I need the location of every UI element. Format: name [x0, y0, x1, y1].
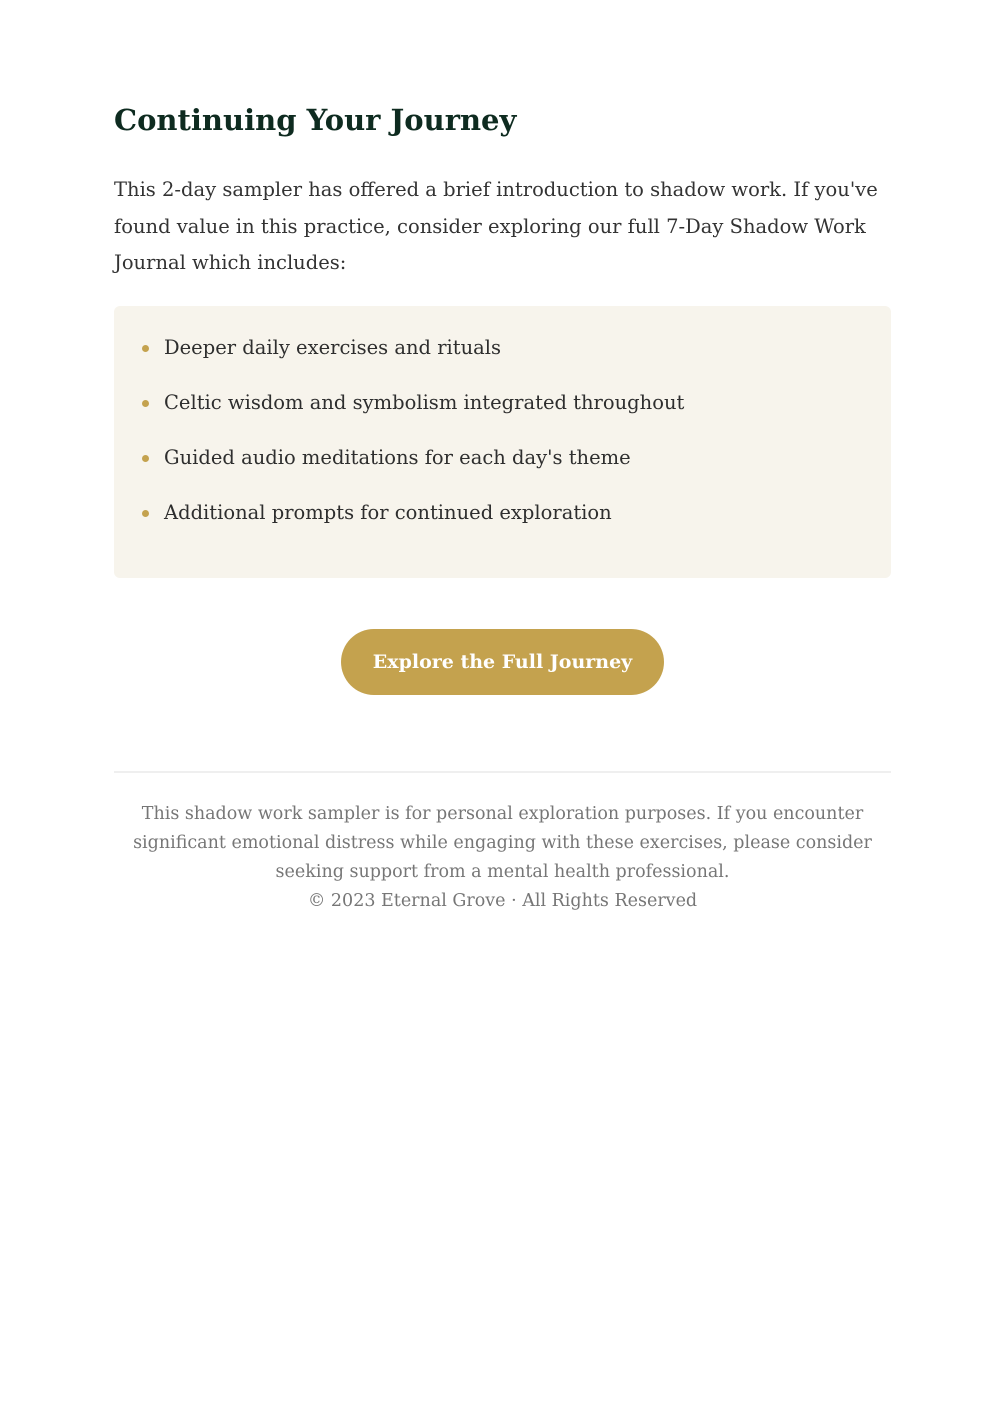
divider	[114, 771, 891, 773]
features-panel	[114, 306, 891, 578]
explore-full-journey-button[interactable]: Explore the Full Journey	[341, 629, 664, 695]
list-item	[142, 495, 863, 531]
feature-text: Additional prompts for continued exploration	[164, 501, 612, 525]
intro-paragraph: This 2-day sampler has offered a brief introduction to shadow work. If you've found value in this practice, consider exploring our full 7-Day Shadow Work Journal which includes:	[114, 178, 878, 274]
footer	[114, 800, 891, 916]
page-title: Continuing Your Journey	[114, 103, 517, 137]
bullet-icon	[142, 400, 149, 407]
features-list	[142, 330, 863, 532]
list-item	[142, 330, 863, 366]
list-item	[142, 440, 863, 476]
bullet-icon	[142, 510, 149, 517]
list-item	[142, 385, 863, 421]
feature-text: Deeper daily exercises and rituals	[164, 335, 502, 359]
bullet-icon	[142, 345, 149, 352]
feature-text: Celtic wisdom and symbolism integrated throughout	[164, 390, 685, 414]
footer-copyright: © 2023 Eternal Grove · All Rights Reserved	[307, 890, 698, 911]
cta-container	[114, 629, 891, 695]
bullet-icon	[142, 455, 149, 462]
page-content	[114, 100, 891, 916]
feature-text: Guided audio meditations for each day's theme	[164, 446, 631, 470]
footer-disclaimer: This shadow work sampler is for personal exploration purposes. If you encounter significant emotional distress while engaging with these exercises, please consider seeking support from a mental health professional.	[133, 803, 872, 882]
